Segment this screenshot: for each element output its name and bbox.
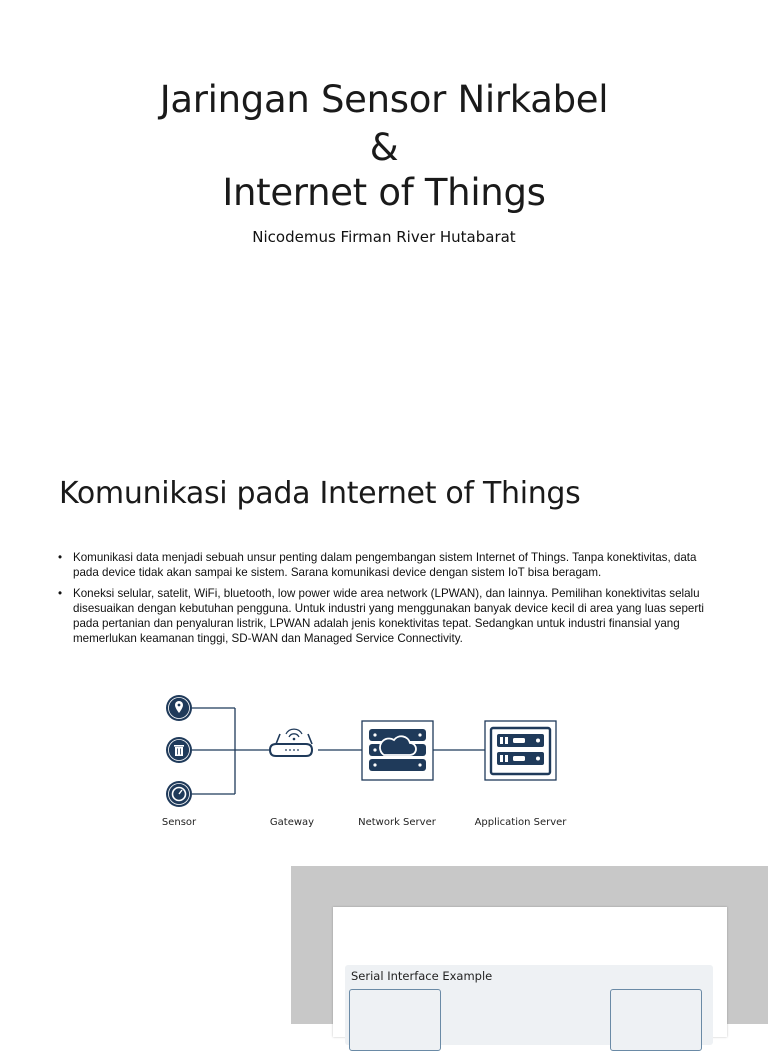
bullet-marker: • (58, 587, 63, 600)
bullet-item (58, 550, 718, 580)
server-rack-icon (485, 721, 556, 780)
router-icon (270, 729, 312, 756)
panel-title: Serial Interface Example (351, 969, 493, 983)
bullet-text: Komunikasi data menjadi sebuah unsur penting dalam pengembangan sistem Internet of Things. Tanpa konektivitas, data pada device tidak akan sampai ke sistem. Sarana komunikasi device dengan sistem IoT bisa beragam. (73, 551, 697, 579)
gateway-label: Gateway (269, 817, 315, 828)
device-box-right (610, 989, 702, 1051)
trash-bin-icon (166, 737, 192, 763)
slide-card (333, 907, 727, 1037)
bullet-text: Koneksi selular, satelit, WiFi, bluetooth, low power wide area network (LPWAN), dan lainnya. Pemilihan konektivitas selalu disesuaikan dengan kebutuhan pengguna. Untuk industri yang menggunakan banyak device kecil di area yang luas seperti pada pertanian dan penyaluran listrik, LPWAN adalah jenis konektivitas tepat. Sedangkan untuk industri finansial yang memerlukan keamanan tinggi, SD-WAN dan Managed Service Connectivity. (73, 587, 705, 645)
device-box-left (349, 989, 441, 1051)
content-slide (0, 432, 768, 864)
serial-interface-panel (345, 965, 713, 1045)
iot-architecture-diagram (150, 688, 590, 838)
slide-title-line-3: Internet of Things (222, 171, 546, 214)
author-name: Nicodemus Firman River Hutabarat (252, 228, 516, 246)
gauge-icon (166, 781, 192, 807)
slide-heading: Komunikasi pada Internet of Things (59, 476, 581, 511)
sensor-label: Sensor (161, 817, 197, 828)
bullet-item (58, 586, 718, 646)
cloud-server-icon (362, 721, 433, 780)
slide-title-line-1: Jaringan Sensor Nirkabel (159, 78, 609, 121)
network-server-label: Network Server (358, 817, 436, 828)
connector-lines (192, 708, 485, 794)
diagram-graphics (150, 688, 590, 818)
slide-title-line-2: & (369, 126, 399, 169)
serial-interface-slide (291, 866, 768, 1024)
bullet-list (58, 550, 718, 652)
bullet-marker: • (58, 551, 63, 564)
application-server-label: Application Server (474, 817, 567, 828)
location-pin-icon (166, 695, 192, 721)
title-slide (0, 0, 768, 432)
